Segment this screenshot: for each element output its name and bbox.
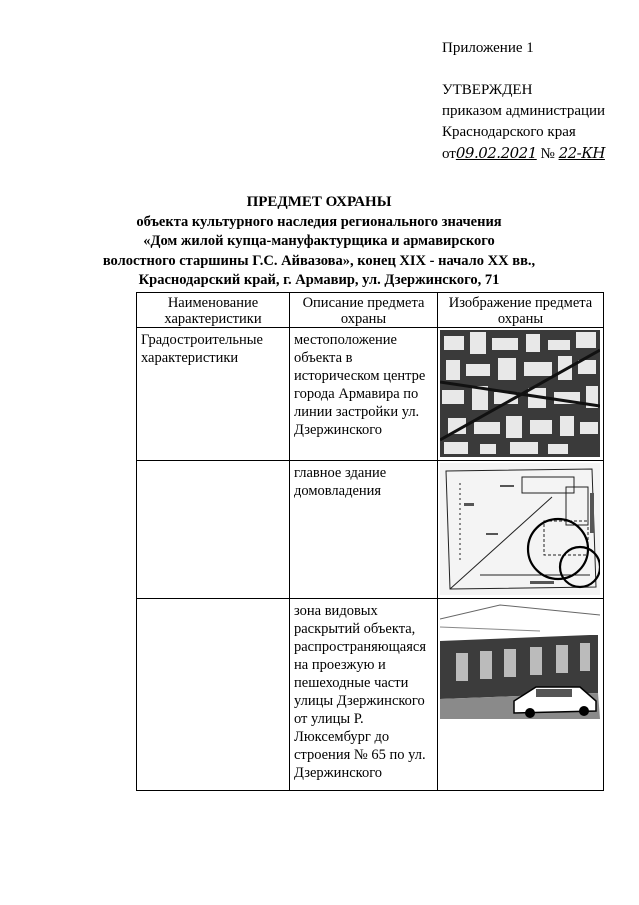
- row3-image-cell: [438, 599, 604, 791]
- header-desc-l1: Описание предмета: [302, 295, 425, 311]
- title-line2: «Дом жилой купца-мануфактурщика и армавирского: [143, 233, 495, 249]
- site-plan: [440, 463, 600, 595]
- header-image: [438, 293, 604, 328]
- row2-name: [137, 461, 290, 599]
- approved-by-line2: Краснодарского края: [442, 124, 576, 140]
- protection-table: [136, 292, 604, 791]
- table-row: [137, 599, 604, 791]
- header-description: [290, 293, 438, 328]
- row2-description: главное здание домовладения: [290, 461, 438, 599]
- table-row: [137, 328, 604, 461]
- row1-image-cell: [438, 328, 604, 461]
- row1-name: Градостроительные характеристики: [137, 328, 290, 461]
- approved-by-line1: приказом администрации: [442, 103, 606, 119]
- header-image-l2: охраны: [497, 311, 544, 327]
- document-title: [100, 193, 538, 291]
- row3-name: [137, 599, 290, 791]
- row1-description: местоположение объекта в историческом центре города Армавира по линии застройки ул. Дзержинского: [290, 328, 438, 461]
- approval-block: [442, 80, 605, 165]
- title-line3: волостного старшины Г.С. Айвазова», конец XIX - начало XX вв.,: [102, 252, 536, 269]
- header-image-l1: Изображение предмета: [448, 295, 593, 311]
- table-row: [137, 461, 604, 599]
- date-prefix: от: [442, 146, 456, 162]
- header-name-l1: Наименование: [167, 295, 259, 311]
- approved-label: УТВЕРЖДЕН: [442, 82, 533, 98]
- row3-description: зона видовых раскрытий объекта, распространяющаяся на проезжую и пешеходные части улицы Дзержинского от улицы Р. Люксембург до строения № 65 по ул. Дзержинского: [290, 599, 438, 791]
- number-value: 22-КН: [558, 144, 605, 162]
- date-value: 09.02.2021: [455, 144, 537, 162]
- street-photo: [440, 601, 600, 719]
- header-name-l2: характеристики: [164, 311, 262, 327]
- title-line4: Краснодарский край, г. Армавир, ул. Дзержинского, 71: [138, 272, 500, 288]
- header-desc-l2: охраны: [340, 311, 387, 327]
- header-name: [137, 293, 290, 328]
- title-main: ПРЕДМЕТ ОХРАНЫ: [246, 194, 392, 210]
- row2-image-cell: [438, 461, 604, 599]
- table-header-row: [137, 293, 604, 328]
- appendix-label: Приложение 1: [442, 40, 534, 56]
- number-sign: №: [540, 146, 555, 162]
- aerial-photo: [440, 330, 600, 457]
- title-line1: объекта культурного наследия регионального значения: [136, 213, 502, 230]
- date-number-line: [442, 143, 605, 165]
